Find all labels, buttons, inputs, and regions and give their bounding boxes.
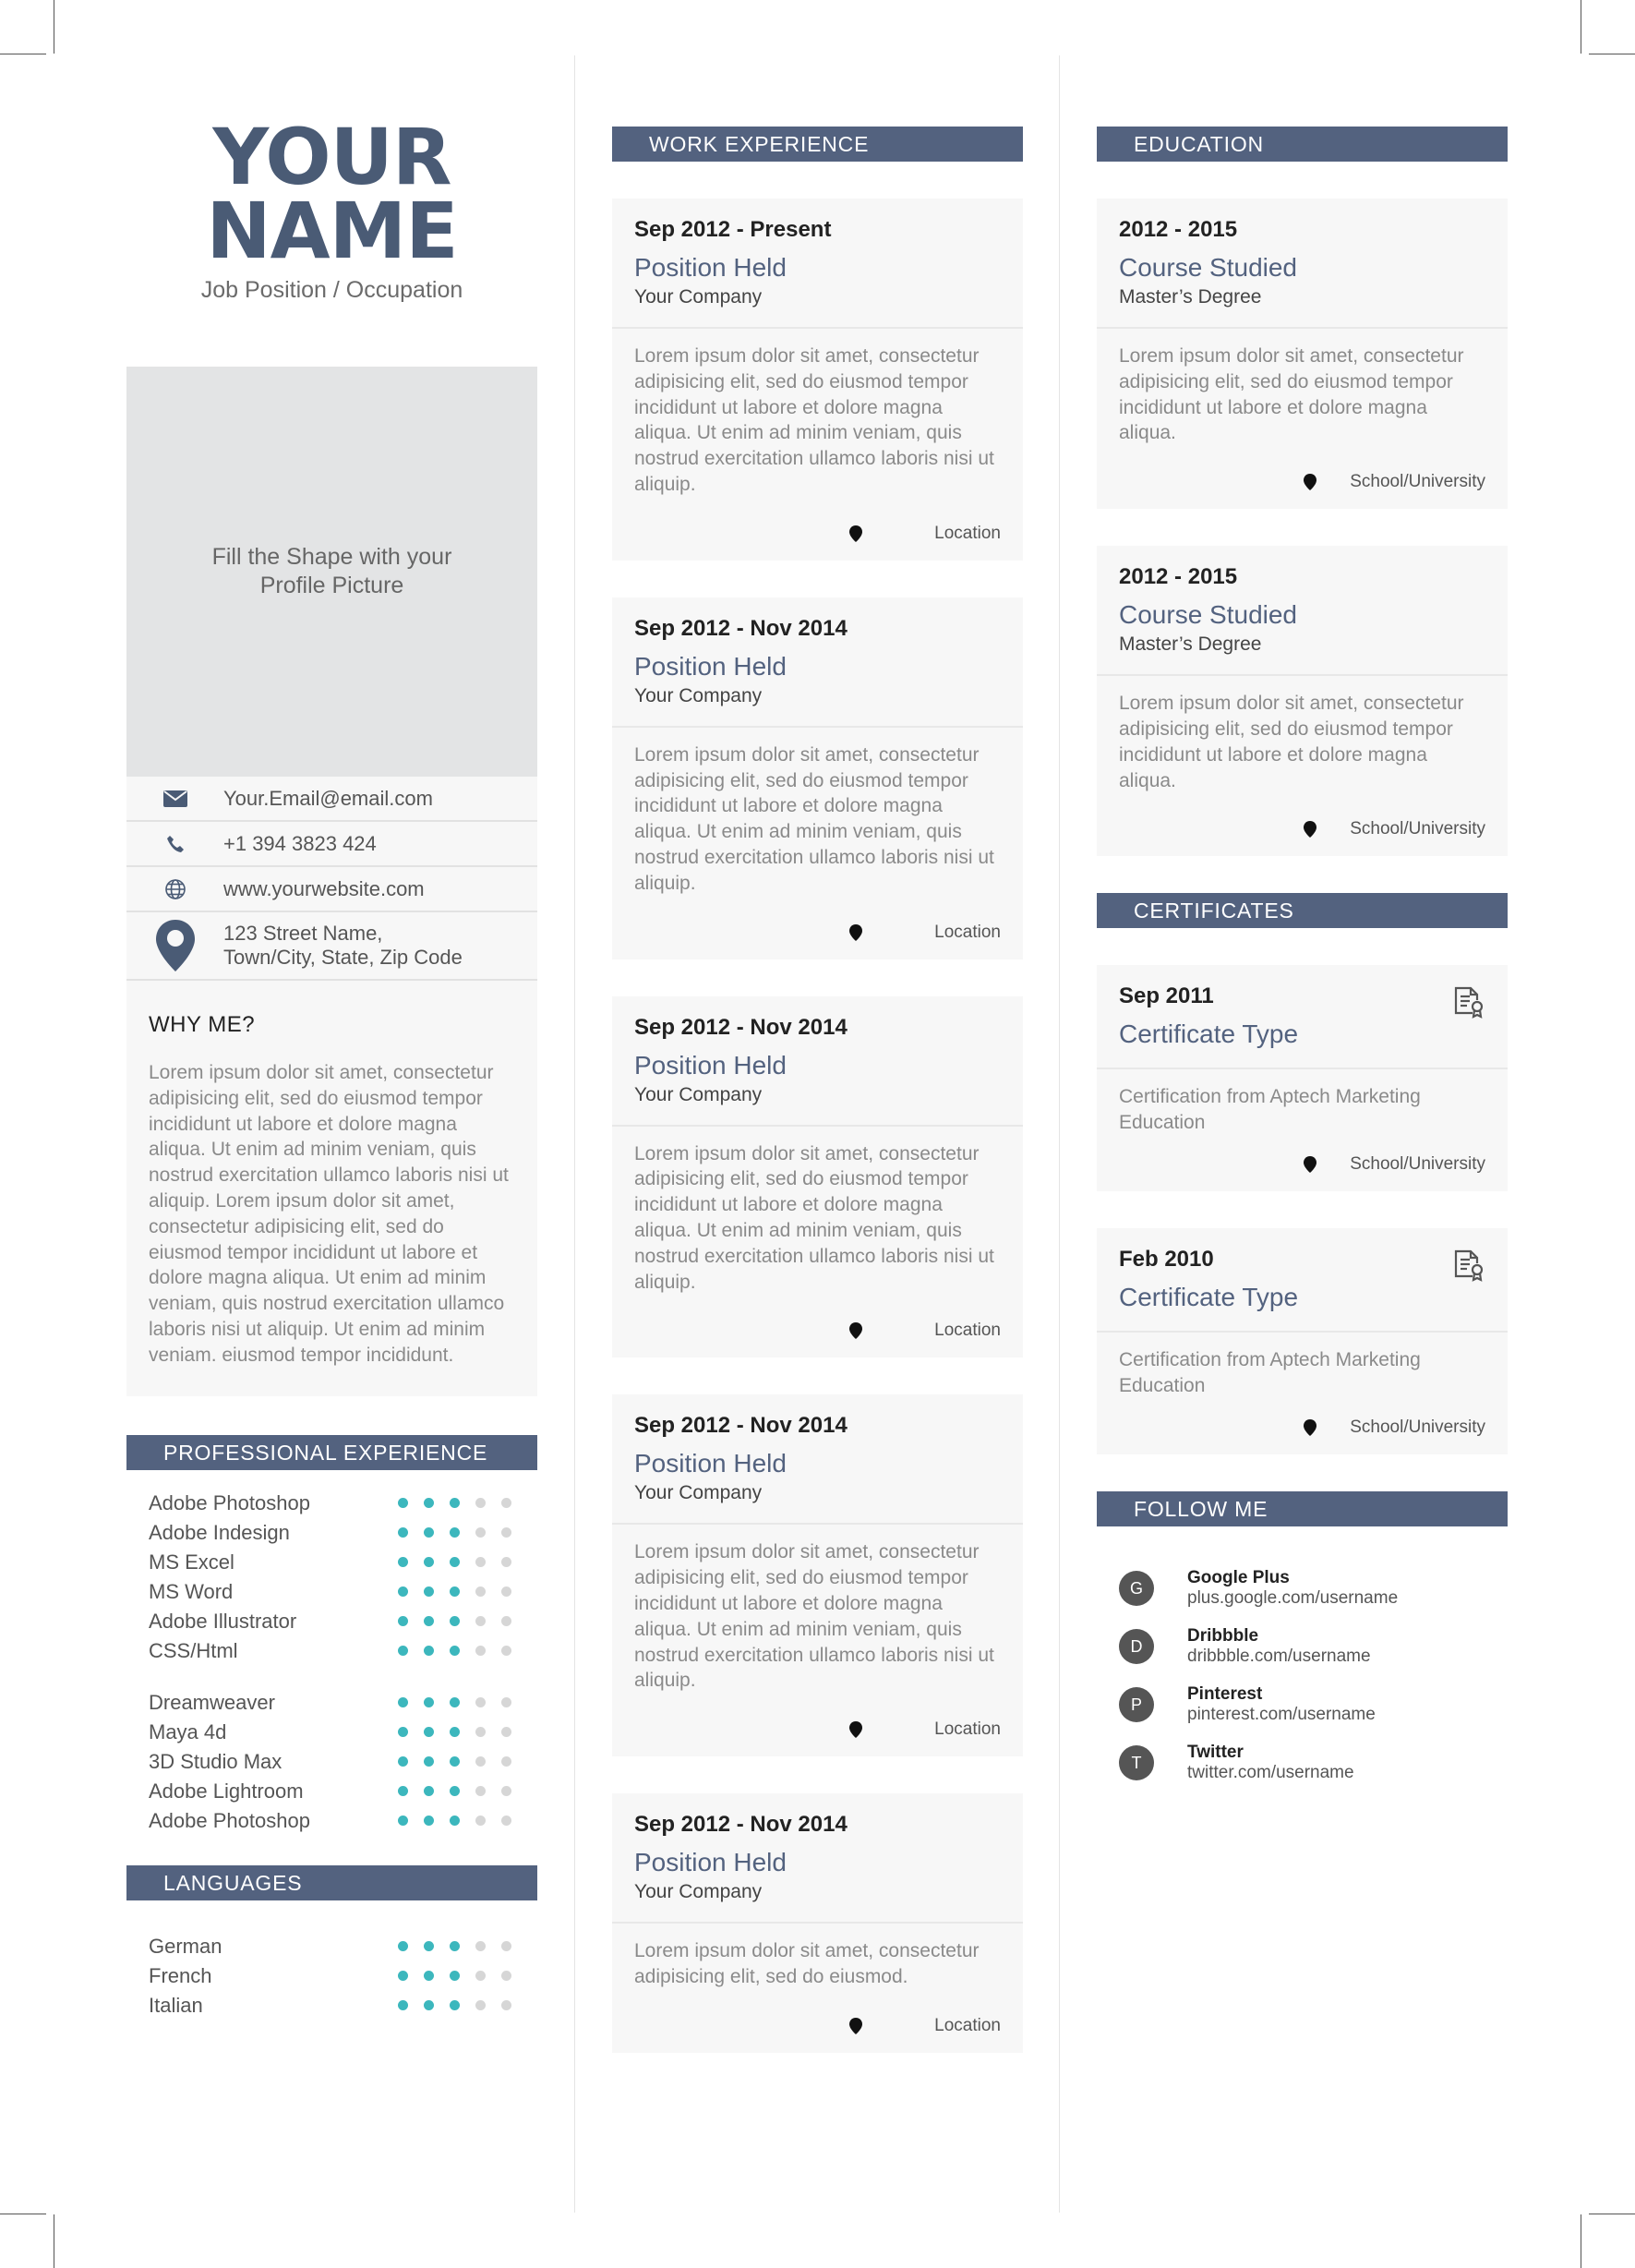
column-divider (574, 55, 575, 2213)
certificate-school: School/University (1350, 1417, 1485, 1437)
certificate-school-row (1119, 1418, 1485, 1438)
work-date: Sep 2012 - Nov 2014 (634, 615, 848, 641)
rating-dot-empty (501, 1816, 511, 1826)
rating-dot-filled (398, 1498, 408, 1508)
skill-rating (398, 1557, 511, 1567)
skill-row (149, 1548, 515, 1577)
rating-dot-filled (398, 1971, 408, 1981)
certificate-card-body (1097, 1069, 1508, 1191)
skill-row (149, 1991, 515, 2021)
education-description: Lorem ipsum dolor sit amet, consectetur adipisicing elit, sed do eiusmod tempor incididunt ut labore et dolore magna aliqua. (1119, 345, 1464, 444)
rating-dot-filled (450, 1527, 460, 1538)
skill-row (149, 1688, 515, 1718)
work-card-header (612, 1394, 1023, 1525)
work-location: Location (934, 2015, 1001, 2035)
rating-dot-empty (475, 1527, 486, 1538)
education-card (1097, 546, 1508, 856)
skill-row (149, 1777, 515, 1806)
social-url[interactable]: plus.google.com/username (1187, 1588, 1399, 1609)
contact-address-row (126, 912, 537, 981)
rating-dot-filled (398, 1586, 408, 1597)
rating-dot-empty (501, 1616, 511, 1626)
right-column (1097, 127, 1508, 1792)
rating-dot-filled (424, 1557, 434, 1567)
education-card-header (1097, 546, 1508, 676)
skill-rating (398, 1646, 511, 1656)
education-list (1097, 199, 1508, 856)
rating-dot-filled (450, 1586, 460, 1597)
skill-row (149, 1806, 515, 1836)
rating-dot-filled (398, 1941, 408, 1951)
skill-rating (398, 1816, 511, 1826)
skills-group-2 (149, 1688, 515, 1836)
rating-dot-empty (501, 1498, 511, 1508)
skill-row (149, 1489, 515, 1518)
rating-dot-filled (450, 1816, 460, 1826)
skill-row (149, 1577, 515, 1607)
work-date: Sep 2012 - Present (634, 217, 832, 242)
work-location: Location (934, 1321, 1001, 1341)
rating-dot-empty (475, 1498, 486, 1508)
rating-dot-empty (475, 1586, 486, 1597)
skill-rating (398, 1697, 511, 1707)
social-badge-icon: T (1119, 1745, 1154, 1780)
rating-dot-empty (475, 1557, 486, 1567)
rating-dot-empty (475, 2000, 486, 2010)
rating-dot-filled (398, 1756, 408, 1767)
education-description: Lorem ipsum dolor sit amet, consectetur adipisicing elit, sed do eiusmod tempor incididunt ut labore et dolore magna aliqua. (1119, 693, 1464, 791)
skills-group-1 (149, 1489, 515, 1666)
rating-dot-filled (424, 1756, 434, 1767)
contact-phone[interactable]: +1 394 3823 424 (223, 831, 377, 855)
rating-dot-empty (475, 1727, 486, 1737)
rating-dot-empty (475, 1646, 486, 1656)
location-pin-icon (1304, 1156, 1316, 1173)
education-school: School/University (1350, 472, 1485, 492)
contact-address (223, 922, 463, 970)
work-company: Your Company (634, 1881, 763, 1903)
work-location: Location (934, 1719, 1001, 1740)
rating-dot-filled (398, 1616, 408, 1626)
social-info (1187, 1626, 1371, 1667)
certificate-school: School/University (1350, 1153, 1485, 1174)
certificate-type: Certificate Type (1119, 1282, 1299, 1311)
social-url[interactable]: dribbble.com/username (1187, 1647, 1371, 1667)
certificates-header: CERTIFICATES (1097, 893, 1508, 928)
social-info (1187, 1684, 1376, 1725)
work-company: Your Company (634, 1083, 763, 1105)
skill-rating (398, 1498, 511, 1508)
envelope-icon (126, 790, 223, 807)
work-experience-list (612, 199, 1023, 2053)
skill-rating (398, 1527, 511, 1538)
skill-name: Dreamweaver (149, 1690, 275, 1714)
skill-name: Adobe Photoshop (149, 1490, 310, 1514)
work-location-row (634, 524, 1001, 544)
work-company: Your Company (634, 684, 763, 706)
social-link[interactable] (1119, 1618, 1485, 1676)
social-name: Dribbble (1187, 1626, 1259, 1647)
education-card-body (1097, 676, 1508, 856)
location-pin-icon (849, 1322, 862, 1339)
photo-caption-line2: Profile Picture (259, 573, 404, 598)
why-me-section (126, 981, 537, 1396)
skills-spacer (149, 1666, 515, 1688)
work-card-body (612, 1127, 1023, 1358)
skill-name: French (149, 1963, 212, 1987)
education-card-body (1097, 329, 1508, 509)
rating-dot-empty (501, 1646, 511, 1656)
skill-row (149, 1607, 515, 1636)
skill-name: Italian (149, 1993, 203, 2017)
work-date: Sep 2012 - Nov 2014 (634, 1413, 848, 1439)
rating-dot-filled (450, 1941, 460, 1951)
location-pin-icon (849, 525, 862, 542)
work-card (612, 1394, 1023, 1756)
certificate-type: Certificate Type (1119, 1019, 1299, 1049)
work-position: Position Held (634, 1050, 787, 1080)
follow-me-list (1097, 1526, 1508, 1792)
rating-dot-filled (398, 1646, 408, 1656)
skill-rating (398, 1586, 511, 1597)
skill-row (149, 1961, 515, 1991)
work-card-header (612, 597, 1023, 728)
work-card-body (612, 1924, 1023, 2053)
work-card (612, 199, 1023, 561)
rating-dot-filled (398, 1527, 408, 1538)
languages-group (149, 1932, 515, 2021)
rating-dot-empty (501, 2000, 511, 2010)
languages-list (126, 1900, 537, 2021)
work-position: Position Held (634, 1848, 787, 1877)
certificate-card-header (1097, 1228, 1508, 1333)
left-column (126, 112, 537, 2021)
rating-dot-filled (450, 1646, 460, 1656)
social-name: Twitter (1187, 1743, 1244, 1763)
education-school-row (1119, 472, 1485, 492)
follow-me-header: FOLLOW ME (1097, 1491, 1508, 1526)
location-pin-icon (849, 2018, 862, 2034)
rating-dot-filled (450, 2000, 460, 2010)
name-first: YOUR (212, 112, 451, 202)
certificate-description: Certification from Aptech Marketing Education (1119, 1086, 1421, 1134)
professional-experience-header: PROFESSIONAL EXPERIENCE (126, 1435, 537, 1470)
rating-dot-empty (501, 1586, 511, 1597)
certificate-icon (1452, 985, 1485, 1023)
rating-dot-empty (501, 1971, 511, 1981)
skill-row (149, 1518, 515, 1548)
work-position: Position Held (634, 1449, 787, 1478)
work-company: Your Company (634, 1482, 763, 1504)
rating-dot-filled (450, 1697, 460, 1707)
rating-dot-filled (398, 1786, 408, 1796)
work-company: Your Company (634, 286, 763, 308)
work-date: Sep 2012 - Nov 2014 (634, 1812, 848, 1838)
work-description: Lorem ipsum dolor sit amet, consectetur adipisicing elit, sed do eiusmod tempor incididunt ut labore et dolore magna aliqua. Ut enim ad minim veniam, quis nostrud exercitation ullamco laboris nisi ut aliquip. (634, 345, 994, 495)
name-block (126, 112, 537, 304)
rating-dot-empty (501, 1786, 511, 1796)
work-description: Lorem ipsum dolor sit amet, consectetur adipisicing elit, sed do eiusmod tempor incididunt ut labore et dolore magna aliqua. Ut enim ad minim veniam, quis nostrud exercitation ullamco laboris nisi ut aliquip. (634, 743, 994, 894)
skill-rating (398, 1786, 511, 1796)
skill-name: German (149, 1934, 222, 1958)
rating-dot-empty (475, 1616, 486, 1626)
skill-name: CSS/Html (149, 1638, 238, 1662)
rating-dot-filled (424, 1498, 434, 1508)
social-badge-icon: P (1119, 1687, 1154, 1722)
contact-email[interactable]: Your.Email@email.com (223, 786, 433, 810)
rating-dot-filled (450, 1756, 460, 1767)
name-last: NAME (206, 186, 458, 276)
education-header: EDUCATION (1097, 127, 1508, 162)
skill-rating (398, 1727, 511, 1737)
skill-row (149, 1932, 515, 1961)
skill-rating (398, 1971, 511, 1981)
skill-name: Adobe Indesign (149, 1520, 290, 1544)
address-line2: Town/City, State, Zip Code (223, 946, 463, 969)
rating-dot-filled (424, 1646, 434, 1656)
rating-dot-empty (501, 1697, 511, 1707)
education-school: School/University (1350, 819, 1485, 839)
work-experience-header: WORK EXPERIENCE (612, 127, 1023, 162)
work-description: Lorem ipsum dolor sit amet, consectetur adipisicing elit, sed do eiusmod tempor incididunt ut labore et dolore magna aliqua. Ut enim ad minim veniam, quis nostrud exercitation ullamco laboris nisi ut aliquip. (634, 1541, 994, 1692)
work-description: Lorem ipsum dolor sit amet, consectetur adipisicing elit, sed do eiusmod. (634, 1940, 980, 1987)
skill-name: Adobe Photoshop (149, 1808, 310, 1832)
rating-dot-filled (424, 1586, 434, 1597)
rating-dot-filled (424, 1941, 434, 1951)
skill-name: Adobe Illustrator (149, 1609, 297, 1633)
skill-name: Adobe Lightroom (149, 1779, 304, 1803)
work-card-header (612, 199, 1023, 329)
work-location-row (634, 1719, 1001, 1740)
skill-rating (398, 1756, 511, 1767)
education-date: 2012 - 2015 (1119, 564, 1238, 590)
job-title: Job Position / Occupation (200, 277, 463, 303)
education-course: Course Studied (1119, 600, 1298, 630)
rating-dot-filled (450, 1727, 460, 1737)
certificate-card-header (1097, 965, 1508, 1069)
work-location: Location (934, 523, 1001, 543)
location-pin-icon (1304, 474, 1316, 490)
rating-dot-empty (501, 1527, 511, 1538)
rating-dot-empty (475, 1816, 486, 1826)
skill-row (149, 1636, 515, 1666)
why-me-title: WHY ME? (149, 1012, 256, 1037)
work-location: Location (934, 922, 1001, 942)
social-link[interactable] (1119, 1676, 1485, 1734)
rating-dot-empty (475, 1971, 486, 1981)
work-card-body (612, 329, 1023, 561)
contact-website[interactable]: www.yourwebsite.com (223, 876, 425, 900)
why-me-text: Lorem ipsum dolor sit amet, consectetur adipisicing elit, sed do eiusmod tempor incididunt ut labore et dolore magna aliqua. Ut enim ad minim veniam, quis nostrud exercitation ullamco laboris nisi ut aliquip. Lorem ipsum dolor sit amet, consectetur adipisicing elit, sed do eiusmod tempor incididunt ut labore et dolore magna aliqua. Ut enim ad minim veniam, quis nostrud exercitation ullamco laboris nisi ut aliquip. Ut enim ad minim veniam. eiusmod tempor incididunt. (149, 1062, 509, 1366)
rating-dot-empty (475, 1756, 486, 1767)
social-name: Pinterest (1187, 1684, 1263, 1705)
social-badge-icon: D (1119, 1629, 1154, 1664)
work-date: Sep 2012 - Nov 2014 (634, 1014, 848, 1040)
skill-rating (398, 1941, 511, 1951)
education-date: 2012 - 2015 (1119, 217, 1238, 242)
rating-dot-filled (450, 1557, 460, 1567)
rating-dot-empty (475, 1941, 486, 1951)
certificate-card (1097, 965, 1508, 1191)
rating-dot-empty (501, 1756, 511, 1767)
work-location-row (634, 923, 1001, 943)
rating-dot-filled (398, 1727, 408, 1737)
work-location-row (634, 2016, 1001, 2036)
education-degree: Master’s Degree (1119, 633, 1262, 656)
education-course: Course Studied (1119, 253, 1298, 282)
certificate-date: Feb 2010 (1119, 1246, 1214, 1272)
skills-list (126, 1470, 537, 1836)
certificate-icon (1452, 1249, 1485, 1286)
skill-rating (398, 2000, 511, 2010)
rating-dot-filled (450, 1971, 460, 1981)
rating-dot-filled (450, 1786, 460, 1796)
social-link[interactable] (1119, 1560, 1485, 1618)
rating-dot-filled (398, 1557, 408, 1567)
rating-dot-filled (398, 1816, 408, 1826)
rating-dot-filled (398, 2000, 408, 2010)
certificates-list (1097, 965, 1508, 1454)
skill-name: MS Excel (149, 1550, 234, 1574)
work-card-header (612, 996, 1023, 1127)
rating-dot-filled (424, 1697, 434, 1707)
photo-caption-line1: Fill the Shape with your (211, 544, 452, 570)
column-divider (1059, 55, 1060, 2213)
skill-name: MS Word (149, 1579, 234, 1603)
education-degree: Master’s Degree (1119, 286, 1262, 308)
work-position: Position Held (634, 253, 787, 282)
contact-email-row (126, 777, 537, 822)
work-card-header (612, 1793, 1023, 1924)
work-description: Lorem ipsum dolor sit amet, consectetur adipisicing elit, sed do eiusmod tempor incididunt ut labore et dolore magna aliqua. Ut enim ad minim veniam, quis nostrud exercitation ullamco laboris nisi ut aliquip. (634, 1142, 994, 1293)
profile-picture-placeholder[interactable] (126, 367, 537, 777)
map-pin-icon (126, 920, 223, 971)
phone-icon (126, 835, 223, 853)
work-position: Position Held (634, 651, 787, 681)
rating-dot-empty (501, 1941, 511, 1951)
location-pin-icon (849, 1721, 862, 1738)
certificate-card-body (1097, 1333, 1508, 1454)
contact-phone-row (126, 822, 537, 867)
languages-header: LANGUAGES (126, 1865, 537, 1900)
rating-dot-filled (398, 1697, 408, 1707)
rating-dot-filled (424, 1971, 434, 1981)
social-name: Google Plus (1187, 1568, 1290, 1588)
skill-row (149, 1747, 515, 1777)
rating-dot-filled (424, 1616, 434, 1626)
skill-rating (398, 1616, 511, 1626)
education-card (1097, 199, 1508, 509)
rating-dot-filled (450, 1498, 460, 1508)
education-school-row (1119, 819, 1485, 839)
rating-dot-filled (424, 1727, 434, 1737)
social-url[interactable]: pinterest.com/username (1187, 1705, 1376, 1725)
skill-row (149, 1718, 515, 1747)
social-info (1187, 1743, 1354, 1783)
location-pin-icon (1304, 821, 1316, 838)
contact-website-row (126, 867, 537, 912)
rating-dot-empty (475, 1697, 486, 1707)
skill-name: 3D Studio Max (149, 1749, 283, 1773)
social-link[interactable] (1119, 1734, 1485, 1792)
social-url[interactable]: twitter.com/username (1187, 1763, 1354, 1783)
rating-dot-filled (424, 1786, 434, 1796)
work-card-body (612, 728, 1023, 959)
rating-dot-filled (424, 1816, 434, 1826)
rating-dot-filled (450, 1616, 460, 1626)
certificate-date: Sep 2011 (1119, 983, 1214, 1009)
work-location-row (634, 1321, 1001, 1341)
rating-dot-empty (501, 1727, 511, 1737)
work-card-body (612, 1525, 1023, 1756)
work-card (612, 1793, 1023, 2053)
location-pin-icon (849, 924, 862, 941)
work-card (612, 996, 1023, 1358)
certificate-description: Certification from Aptech Marketing Education (1119, 1348, 1421, 1396)
rating-dot-empty (475, 1786, 486, 1796)
work-card (612, 597, 1023, 959)
rating-dot-filled (424, 1527, 434, 1538)
certificate-card (1097, 1228, 1508, 1454)
globe-icon (126, 878, 223, 900)
address-line1: 123 Street Name, (223, 922, 383, 945)
rating-dot-empty (501, 1557, 511, 1567)
rating-dot-filled (424, 2000, 434, 2010)
education-card-header (1097, 199, 1508, 329)
social-info (1187, 1568, 1398, 1609)
location-pin-icon (1304, 1419, 1316, 1436)
skill-name: Maya 4d (149, 1719, 227, 1743)
certificate-school-row (1119, 1154, 1485, 1175)
social-badge-icon: G (1119, 1571, 1154, 1606)
middle-column (612, 127, 1023, 2053)
